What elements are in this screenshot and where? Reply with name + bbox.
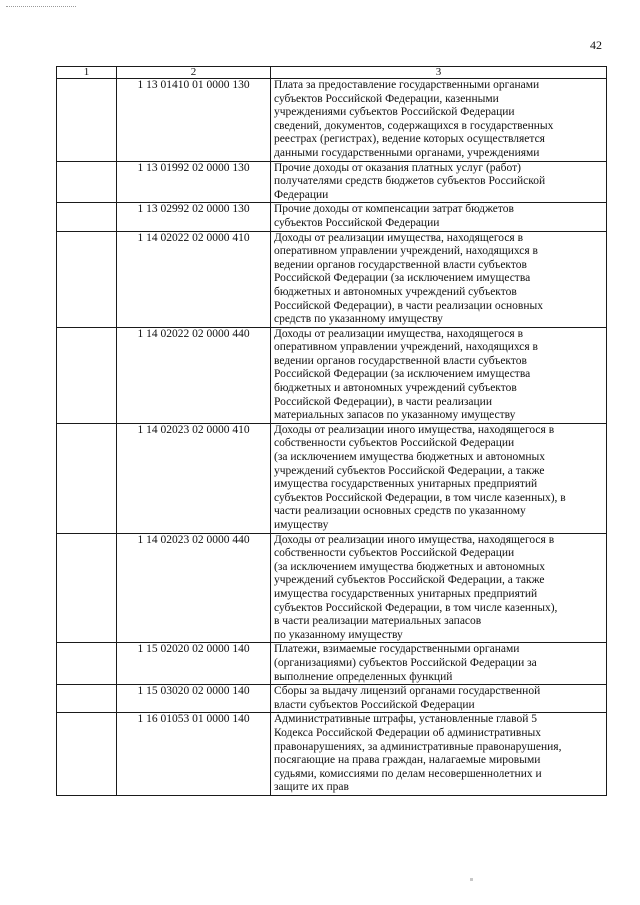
description-line: по указанному имуществу: [274, 628, 403, 641]
description-line: Федерации: [274, 188, 329, 201]
description-line: бюджетных и автономных учреждений субъектов: [274, 382, 517, 395]
description-line: учреждениями субъектов Российской Федерации: [274, 106, 515, 119]
row-empty-cell: [57, 713, 117, 796]
description-line: субъектов Российской Федерации, в том числе казенных), в: [274, 491, 566, 504]
description-line: имущества государственных унитарных предприятий: [274, 587, 538, 600]
description-line: Российской Федерации), в части реализации: [274, 395, 492, 408]
description-line: судьями, комиссиями по делам несовершеннолетних и: [274, 767, 542, 780]
revenue-codes-table: [56, 66, 607, 796]
description-line: получателями средств бюджетов субъектов Российской: [274, 175, 546, 188]
table-row: [57, 79, 607, 162]
header-column-3: 3: [271, 67, 607, 79]
revenue-code: 1 14 02023 02 0000 440: [117, 533, 271, 643]
description-line: ведении органов государственной власти субъектов: [274, 258, 527, 271]
description-line: правонарушениях, за административные правонарушения,: [274, 740, 562, 753]
row-empty-cell: [57, 327, 117, 423]
description-line: Кодекса Российской Федерации об административных: [274, 726, 541, 739]
description-line: учреждений субъектов Российской Федерации, а также: [274, 464, 545, 477]
description-line: собственности субъектов Российской Федерации: [274, 437, 515, 450]
description-line: Российской Федерации), в части реализации основных: [274, 299, 543, 312]
description-line: власти субъектов Российской Федерации: [274, 698, 475, 711]
row-empty-cell: [57, 533, 117, 643]
description-line: (организациями) субъектов Российской Федерации за: [274, 656, 537, 669]
description-line: собственности субъектов Российской Федерации: [274, 547, 515, 560]
page-number: 42: [590, 38, 602, 52]
description-line: (за исключением имущества бюджетных и автономных: [274, 451, 545, 464]
revenue-description: [271, 423, 607, 533]
description-line: посягающие на права граждан, налагаемые мировыми: [274, 754, 541, 767]
row-empty-cell: [57, 161, 117, 203]
description-line: части реализации основных средств по указанному: [274, 505, 526, 518]
description-line: средств по указанному имуществу: [274, 313, 443, 326]
table-row: [57, 327, 607, 423]
table-row: [57, 231, 607, 327]
row-empty-cell: [57, 643, 117, 685]
description-line: имущества государственных унитарных предприятий: [274, 478, 538, 491]
description-line: Доходы от реализации имущества, находящегося в: [274, 231, 524, 244]
description-line: Прочие доходы от компенсации затрат бюджетов: [274, 203, 514, 216]
row-empty-cell: [57, 203, 117, 231]
row-empty-cell: [57, 231, 117, 327]
description-line: имуществу: [274, 519, 329, 531]
description-line: данными государственными органами, учреждениями: [274, 146, 540, 159]
row-empty-cell: [57, 423, 117, 533]
description-line: Российской Федерации (за исключением имущества: [274, 368, 531, 381]
revenue-description: [271, 327, 607, 423]
description-line: субъектов Российской Федерации, казенными: [274, 92, 499, 105]
table-row: [57, 685, 607, 713]
table-row: [57, 713, 607, 796]
revenue-code: 1 14 02022 02 0000 440: [117, 327, 271, 423]
description-line: Платежи, взимаемые государственными органами: [274, 643, 520, 656]
row-empty-cell: [57, 685, 117, 713]
description-line: оперативном управлении учреждений, находящихся в: [274, 245, 538, 258]
revenue-code: 1 15 02020 02 0000 140: [117, 643, 271, 685]
description-line: учреждений субъектов Российской Федерации, а также: [274, 574, 545, 587]
revenue-code: 1 14 02023 02 0000 410: [117, 423, 271, 533]
table-row: [57, 203, 607, 231]
description-line: ведении органов государственной власти субъектов: [274, 354, 527, 367]
scan-artifact: [6, 6, 76, 9]
revenue-code: 1 13 02992 02 0000 130: [117, 203, 271, 231]
description-line: сведений, документов, содержащихся в государственных: [274, 119, 554, 132]
revenue-code: 1 16 01053 01 0000 140: [117, 713, 271, 796]
revenue-code: 1 13 01410 01 0000 130: [117, 79, 271, 162]
description-line: Доходы от реализации иного имущества, находящегося в: [274, 533, 555, 546]
header-column-1: 1: [57, 67, 117, 79]
description-line: Российской Федерации (за исключением имущества: [274, 272, 531, 285]
description-line: Прочие доходы от оказания платных услуг (работ): [274, 161, 521, 174]
revenue-code: 1 14 02022 02 0000 410: [117, 231, 271, 327]
description-line: материальных запасов по указанному имуществу: [274, 409, 516, 422]
revenue-code: 1 15 03020 02 0000 140: [117, 685, 271, 713]
header-column-2: 2: [117, 67, 271, 79]
description-line: субъектов Российской Федерации, в том числе казенных),: [274, 601, 558, 614]
revenue-description: [271, 79, 607, 162]
description-line: в части реализации материальных запасов: [274, 615, 482, 628]
description-line: Доходы от реализации иного имущества, находящегося в: [274, 423, 555, 436]
table-row: [57, 643, 607, 685]
description-line: (за исключением имущества бюджетных и автономных: [274, 560, 545, 573]
description-line: выполнение определенных функций: [274, 670, 453, 683]
description-line: реестрах (регистрах), ведение которых осуществляется: [274, 133, 545, 146]
revenue-description: [271, 643, 607, 685]
description-line: Сборы за выдачу лицензий органами государственной: [274, 685, 541, 698]
table-row: [57, 161, 607, 203]
description-line: Плата за предоставление государственными органами: [274, 79, 540, 91]
scan-artifact: [470, 878, 473, 881]
revenue-code: 1 13 01992 02 0000 130: [117, 161, 271, 203]
table-row: [57, 533, 607, 643]
row-empty-cell: [57, 79, 117, 162]
description-line: защите их прав: [274, 781, 349, 794]
revenue-description: [271, 713, 607, 796]
description-line: Административные штрафы, установленные главой 5: [274, 713, 538, 726]
revenue-description: [271, 685, 607, 713]
revenue-description: [271, 161, 607, 203]
table-header-row: [57, 67, 607, 79]
table-body: [57, 79, 607, 796]
revenue-description: [271, 203, 607, 231]
description-line: Доходы от реализации имущества, находящегося в: [274, 327, 524, 340]
revenue-description: [271, 231, 607, 327]
description-line: оперативном управлении учреждений, находящихся в: [274, 341, 538, 354]
table-row: [57, 423, 607, 533]
description-line: бюджетных и автономных учреждений субъектов: [274, 285, 517, 298]
description-line: субъектов Российской Федерации: [274, 216, 440, 229]
revenue-description: [271, 533, 607, 643]
